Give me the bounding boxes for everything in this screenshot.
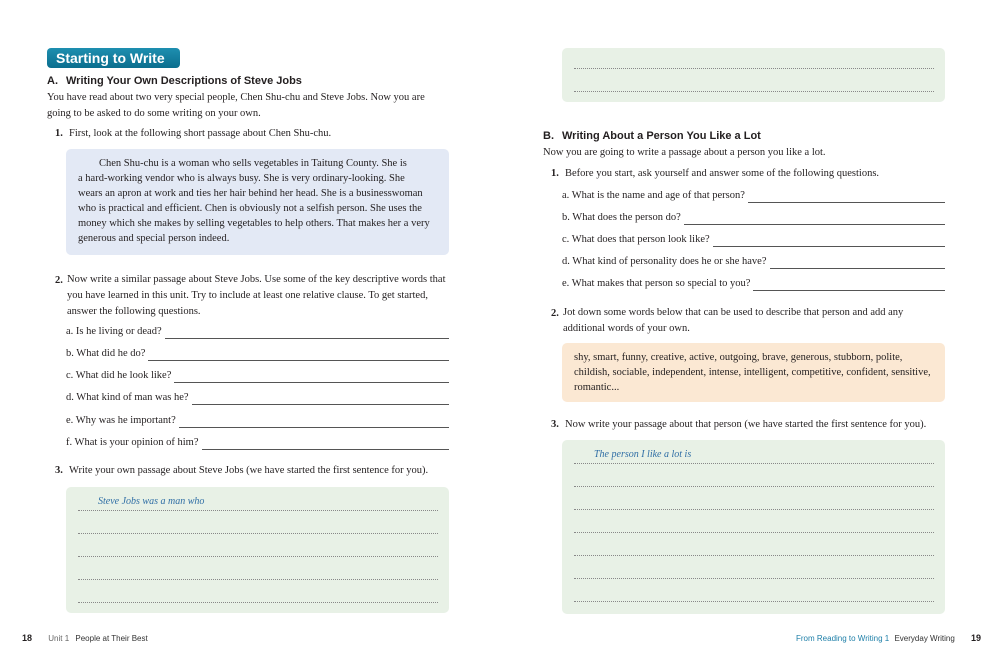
question-line: you have learned in this unit. Try to include at least one relative clause. To get started, — [67, 290, 428, 301]
section-banner: Starting to Write — [47, 48, 180, 68]
section-b-title: Writing About a Person You Like a Lot — [562, 130, 761, 142]
passage-line: wears an apron at work and ties her hair behind her head. She is a businesswoman — [78, 188, 423, 199]
question-line: answer the following questions. — [67, 306, 201, 317]
sub-question: e. Why was he important? — [66, 415, 176, 426]
answer-line[interactable] — [753, 280, 945, 291]
answer-line[interactable] — [713, 236, 945, 247]
word-bank-line: childish, sociable, independent, intense, intelligent, competitive, confident, sensitive, — [574, 367, 931, 378]
answer-row-f — [66, 436, 449, 450]
sub-question: c. What did he look like? — [66, 370, 172, 381]
question-line: Jot down some words below that can be used to describe that person and add any — [563, 307, 904, 318]
sample-passage-box — [66, 149, 449, 255]
writing-line — [574, 532, 934, 533]
question-number: 1. — [55, 128, 63, 139]
question-3 — [55, 464, 428, 478]
section-b-heading — [543, 130, 761, 142]
question-number: 2. — [551, 308, 559, 319]
right-question-3 — [551, 418, 926, 432]
question-number: 2. — [55, 275, 63, 286]
passage-line: who is practical and efficient. Chen is obviously not a selfish person. She uses the — [78, 203, 422, 214]
answer-row-b — [562, 211, 945, 225]
right-question-1 — [551, 167, 879, 181]
intro-line: going to be asked to do some writing on your own. — [47, 108, 261, 119]
sub-question: d. What kind of man was he? — [66, 392, 189, 403]
unit-title: People at Their Best — [75, 634, 148, 643]
left-footer — [22, 633, 148, 643]
page-number: 18 — [22, 633, 33, 643]
section-b-letter: B. — [543, 130, 554, 142]
section-a-heading — [47, 75, 302, 87]
writing-line — [574, 68, 934, 69]
writing-line — [574, 509, 934, 510]
answer-line[interactable] — [174, 372, 449, 383]
series-title: From Reading to Writing 1 — [796, 634, 890, 643]
writing-line — [78, 602, 438, 603]
writing-line — [574, 555, 934, 556]
sub-question: a. Is he living or dead? — [66, 326, 162, 337]
writing-box-continued[interactable] — [562, 48, 945, 102]
intro-line: You have read about two very special people, Chen Shu-chu and Steve Jobs. Now you are — [47, 92, 425, 103]
right-question-2-text — [563, 305, 963, 337]
passage-line: generous and special person indeed. — [78, 233, 230, 244]
answer-row-e — [66, 414, 449, 428]
question-number: 3. — [55, 465, 63, 476]
passage-line: money which she makes by selling vegetables to help others. That makes her a very — [78, 218, 430, 229]
answer-row-d — [66, 391, 449, 405]
answer-row-c — [562, 233, 945, 247]
writing-line — [574, 601, 934, 602]
question-text: Now write your passage about that person (we have started the first sentence for you). — [565, 419, 927, 430]
writing-line — [574, 486, 934, 487]
answer-row-a — [562, 189, 945, 203]
sub-question: d. What kind of personality does he or she have? — [562, 256, 767, 267]
passage-line: Chen Shu-chu is a woman who sells vegetables in Taitung County. She is — [78, 158, 407, 169]
answer-line[interactable] — [165, 328, 449, 339]
answer-row-d — [562, 255, 945, 269]
question-text: Write your own passage about Steve Jobs (we have started the first sentence for you). — [69, 465, 429, 476]
writing-line — [574, 463, 934, 464]
section-b-intro: Now you are going to write a passage about a person you like a lot. — [543, 147, 826, 158]
unit-label: Unit 1 — [48, 634, 70, 643]
writing-line — [574, 91, 934, 92]
sub-question: f. What is your opinion of him? — [66, 437, 199, 448]
right-footer — [796, 633, 981, 643]
answer-row-e — [562, 277, 945, 291]
page-number: 19 — [971, 633, 982, 643]
question-line: Now write a similar passage about Steve Jobs. Use some of the key descriptive words that — [67, 274, 446, 285]
writing-line — [78, 579, 438, 580]
question-number: 3. — [551, 419, 559, 430]
series-subtitle: Everyday Writing — [894, 634, 955, 643]
answer-line[interactable] — [179, 417, 449, 428]
answer-line[interactable] — [148, 350, 449, 361]
starter-sentence: The person I like a lot is — [594, 449, 692, 460]
question-line: additional words of your own. — [563, 323, 690, 334]
section-a-letter: A. — [47, 75, 58, 87]
writing-line — [78, 556, 438, 557]
answer-row-b — [66, 347, 449, 361]
writing-line — [78, 510, 438, 511]
question-1 — [55, 127, 331, 141]
word-bank-box — [562, 343, 945, 402]
question-text: First, look at the following short passage about Chen Shu-chu. — [69, 128, 332, 139]
writing-line — [574, 578, 934, 579]
sub-question: e. What makes that person so special to you? — [562, 278, 751, 289]
starter-sentence: Steve Jobs was a man who — [98, 496, 205, 507]
answer-line[interactable] — [192, 394, 449, 405]
word-bank-line: shy, smart, funny, creative, active, outgoing, brave, generous, stubborn, polite, — [574, 352, 903, 363]
writing-line — [78, 533, 438, 534]
sub-question: a. What is the name and age of that person? — [562, 190, 745, 201]
answer-line[interactable] — [770, 258, 946, 269]
question-2-text — [67, 272, 467, 320]
answer-line[interactable] — [202, 439, 450, 450]
answer-line[interactable] — [684, 214, 945, 225]
writing-box-person[interactable] — [562, 440, 945, 614]
sub-question: b. What does the person do? — [562, 212, 681, 223]
sub-question: c. What does that person look like? — [562, 234, 710, 245]
word-bank-line: romantic... — [574, 382, 620, 393]
section-a-title: Writing Your Own Descriptions of Steve Jobs — [66, 75, 302, 87]
sub-question: b. What did he do? — [66, 348, 146, 359]
answer-row-a — [66, 325, 449, 339]
answer-row-c — [66, 369, 449, 383]
question-text: Before you start, ask yourself and answer some of the following questions. — [565, 168, 880, 179]
question-number: 1. — [551, 168, 559, 179]
passage-line: a hard-working vendor who is always busy. She is very ordinary-looking. She — [78, 173, 405, 184]
section-a-intro — [47, 90, 467, 122]
answer-line[interactable] — [748, 192, 945, 203]
